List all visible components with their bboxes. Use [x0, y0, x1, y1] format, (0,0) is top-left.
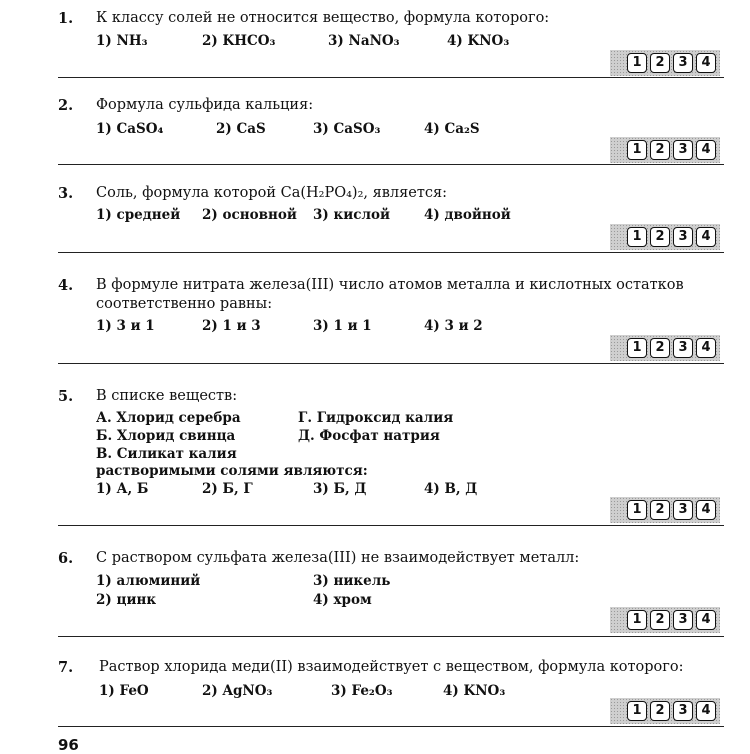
option-4[interactable]: 4) В, Д — [424, 481, 478, 497]
answer-box-4[interactable]: 4 — [696, 227, 716, 247]
page-number: 96 — [58, 736, 79, 754]
answer-box-2[interactable]: 2 — [650, 500, 670, 520]
question-number: 6. — [58, 550, 74, 567]
option-3[interactable]: 3) кислой — [313, 207, 390, 223]
divider — [58, 363, 724, 364]
option-1[interactable]: 1) CaSO₄ — [96, 121, 164, 137]
option-2[interactable]: 2) Б, Г — [202, 481, 253, 497]
option-3[interactable]: 3) 1 и 1 — [313, 318, 372, 334]
answer-box-3[interactable]: 3 — [673, 610, 693, 630]
question-number: 5. — [58, 388, 74, 405]
answer-box-2[interactable]: 2 — [650, 227, 670, 247]
option-4[interactable]: 4) двойной — [424, 207, 511, 223]
divider — [58, 636, 724, 637]
answer-boxes — [610, 497, 720, 523]
answer-box-3[interactable]: 3 — [673, 500, 693, 520]
list-item-d: Д. Фосфат натрия — [298, 428, 440, 444]
answer-box-1[interactable]: 1 — [627, 338, 647, 358]
option-1[interactable]: 1) NH₃ — [96, 33, 148, 49]
divider — [58, 252, 724, 253]
question-subtext: растворимыми солями являются: — [96, 463, 368, 479]
divider — [58, 77, 724, 78]
option-2[interactable]: 2) цинк — [96, 592, 157, 608]
option-4[interactable]: 4) хром — [313, 592, 372, 608]
option-4[interactable]: 4) KNO₃ — [447, 33, 510, 49]
answer-box-4[interactable]: 4 — [696, 500, 716, 520]
question-text: Раствор хлорида меди(II) взаимодействует с веществом, формула которого: — [99, 659, 684, 675]
answer-box-3[interactable]: 3 — [673, 53, 693, 73]
answer-box-4[interactable]: 4 — [696, 701, 716, 721]
list-item-g: Г. Гидроксид калия — [298, 410, 454, 426]
answer-box-1[interactable]: 1 — [627, 500, 647, 520]
option-1[interactable]: 1) 3 и 1 — [96, 318, 155, 334]
option-2[interactable]: 2) 1 и 3 — [202, 318, 261, 334]
option-3[interactable]: 3) Fe₂O₃ — [331, 683, 393, 699]
answer-box-4[interactable]: 4 — [696, 53, 716, 73]
answer-box-1[interactable]: 1 — [627, 227, 647, 247]
question-text: К классу солей не относится вещество, формула которого: — [96, 10, 550, 26]
answer-box-4[interactable]: 4 — [696, 140, 716, 160]
question-text: В списке веществ: — [96, 388, 238, 404]
question-number: 1. — [58, 10, 74, 27]
question-number: 3. — [58, 185, 74, 202]
option-1[interactable]: 1) А, Б — [96, 481, 149, 497]
answer-box-2[interactable]: 2 — [650, 701, 670, 721]
answer-boxes — [610, 50, 720, 76]
question-number: 7. — [58, 659, 74, 676]
answer-box-3[interactable]: 3 — [673, 227, 693, 247]
question-text: С раствором сульфата железа(III) не взаимодействует металл: — [96, 550, 580, 566]
list-item-b: Б. Хлорид свинца — [96, 428, 236, 444]
option-3[interactable]: 3) CaSO₃ — [313, 121, 381, 137]
answer-box-2[interactable]: 2 — [650, 140, 670, 160]
list-item-v: В. Силикат калия — [96, 446, 237, 462]
question-number: 2. — [58, 97, 74, 114]
answer-box-4[interactable]: 4 — [696, 338, 716, 358]
answer-boxes — [610, 698, 720, 724]
answer-box-1[interactable]: 1 — [627, 140, 647, 160]
answer-box-1[interactable]: 1 — [627, 53, 647, 73]
divider — [58, 164, 724, 165]
answer-box-3[interactable]: 3 — [673, 338, 693, 358]
divider — [58, 525, 724, 526]
option-2[interactable]: 2) AgNO₃ — [202, 683, 273, 699]
option-1[interactable]: 1) FeO — [99, 683, 149, 699]
divider — [58, 726, 724, 727]
option-4[interactable]: 4) Ca₂S — [424, 121, 480, 137]
answer-boxes — [610, 335, 720, 361]
answer-boxes — [610, 607, 720, 633]
question-number: 4. — [58, 277, 74, 294]
answer-box-1[interactable]: 1 — [627, 701, 647, 721]
option-2[interactable]: 2) KHCO₃ — [202, 33, 276, 49]
answer-box-4[interactable]: 4 — [696, 610, 716, 630]
answer-box-1[interactable]: 1 — [627, 610, 647, 630]
answer-box-2[interactable]: 2 — [650, 53, 670, 73]
option-2[interactable]: 2) CaS — [216, 121, 266, 137]
answer-boxes — [610, 224, 720, 250]
answer-box-3[interactable]: 3 — [673, 701, 693, 721]
question-text: Формула сульфида кальция: — [96, 97, 314, 113]
answer-box-3[interactable]: 3 — [673, 140, 693, 160]
question-text-line-1: В формуле нитрата железа(III) число атомов металла и кислотных остатков — [96, 277, 684, 293]
option-4[interactable]: 4) 3 и 2 — [424, 318, 483, 334]
list-item-a: А. Хлорид серебра — [96, 410, 241, 426]
question-text: Соль, формула которой Ca(H₂PO₄)₂, является: — [96, 185, 448, 201]
option-1[interactable]: 1) алюминий — [96, 573, 201, 589]
option-3[interactable]: 3) Б, Д — [313, 481, 367, 497]
option-2[interactable]: 2) основной — [202, 207, 297, 223]
option-4[interactable]: 4) KNO₃ — [443, 683, 506, 699]
answer-box-2[interactable]: 2 — [650, 610, 670, 630]
question-text-line-2: соответственно равны: — [96, 296, 273, 312]
option-3[interactable]: 3) никель — [313, 573, 391, 589]
answer-box-2[interactable]: 2 — [650, 338, 670, 358]
option-1[interactable]: 1) средней — [96, 207, 181, 223]
answer-boxes — [610, 137, 720, 163]
option-3[interactable]: 3) NaNO₃ — [328, 33, 400, 49]
